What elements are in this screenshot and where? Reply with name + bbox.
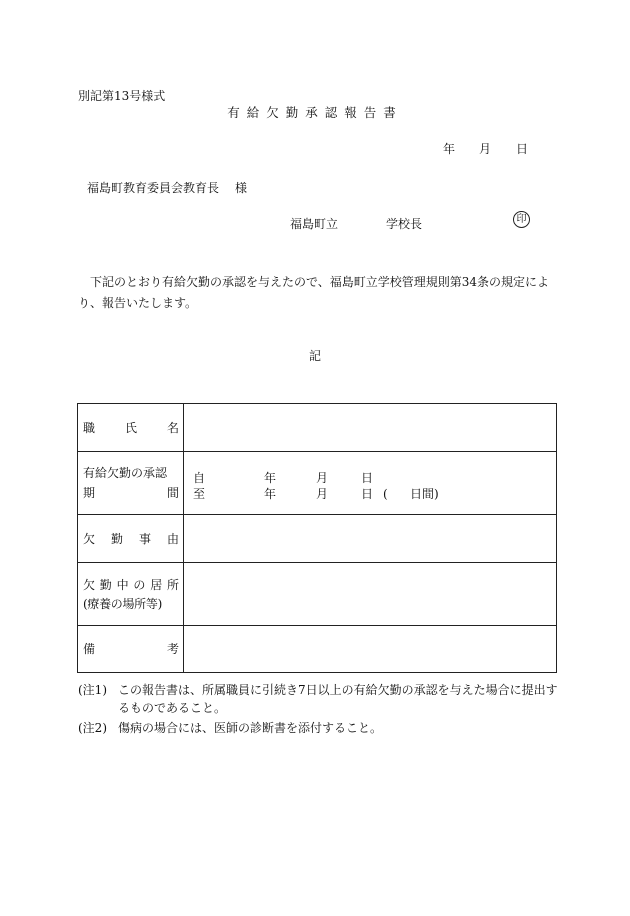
- reason-value-cell[interactable]: [184, 515, 557, 563]
- sender-title: 学校長: [386, 217, 423, 231]
- report-table: [77, 403, 557, 673]
- table-row-name: [78, 404, 557, 452]
- period-label: 有給欠勤の承認 期 間: [78, 452, 184, 515]
- sender-school: 福島町立: [290, 217, 339, 231]
- table-row-period: [78, 452, 557, 515]
- period-from-year: 年: [264, 471, 277, 485]
- date-year-label: 年: [443, 142, 456, 156]
- form-number: 別記第13号様式: [78, 89, 166, 103]
- ki-heading: 記: [308, 349, 321, 363]
- period-to-day: 日: [361, 487, 374, 501]
- document-title: 有給欠勤承認報告書: [227, 105, 403, 120]
- period-from-label: 自: [193, 471, 206, 485]
- note-2: [78, 719, 558, 737]
- reason-label: 欠 勤 事 由: [78, 515, 184, 563]
- remarks-label: 備 考: [78, 626, 184, 673]
- residence-sub-label: (療養の場所等): [83, 597, 162, 611]
- period-value-cell[interactable]: [184, 452, 557, 515]
- period-to-year: 年: [264, 487, 277, 501]
- date-line: [443, 143, 533, 157]
- notes: [78, 681, 558, 739]
- table-row-remarks: [78, 626, 557, 673]
- note-1: [78, 681, 558, 717]
- note-2-tag: (注2): [78, 721, 107, 735]
- period-from-month: 月: [316, 471, 329, 485]
- addressee-honorific: 様: [235, 181, 248, 195]
- date-month-label: 月: [479, 142, 492, 156]
- residence-value-cell[interactable]: [184, 563, 557, 626]
- period-days-label: 日間): [410, 487, 439, 501]
- date-day-label: 日: [516, 142, 529, 156]
- table-row-reason: [78, 515, 557, 563]
- name-value-cell[interactable]: [184, 404, 557, 452]
- body-text: 下記のとおり有給欠勤の承認を与えたので、福島町立学校管理規則第34条の規定により、報告いたします。: [78, 275, 550, 310]
- period-to-label: 至: [193, 487, 206, 501]
- name-label: 職 氏 名: [78, 404, 184, 452]
- note-2-text: 傷病の場合には、医師の診断書を添付すること。: [118, 721, 383, 735]
- table-row-residence: [78, 563, 557, 626]
- period-from-day: 日: [361, 471, 374, 485]
- note-1-text: この報告書は、所属職員に引続き7日以上の有給欠勤の承認を与えた場合に提出するものであること。: [118, 683, 558, 715]
- note-1-tag: (注1): [78, 683, 107, 697]
- residence-label: 欠 勤 中 の 居 所 (療養の場所等): [78, 563, 184, 626]
- seal-mark: 印: [513, 211, 530, 228]
- remarks-value-cell[interactable]: [184, 626, 557, 673]
- period-to-month: 月: [316, 487, 329, 501]
- period-open-paren: (: [383, 487, 388, 501]
- addressee-name: 福島町教育委員会教育長: [87, 181, 220, 195]
